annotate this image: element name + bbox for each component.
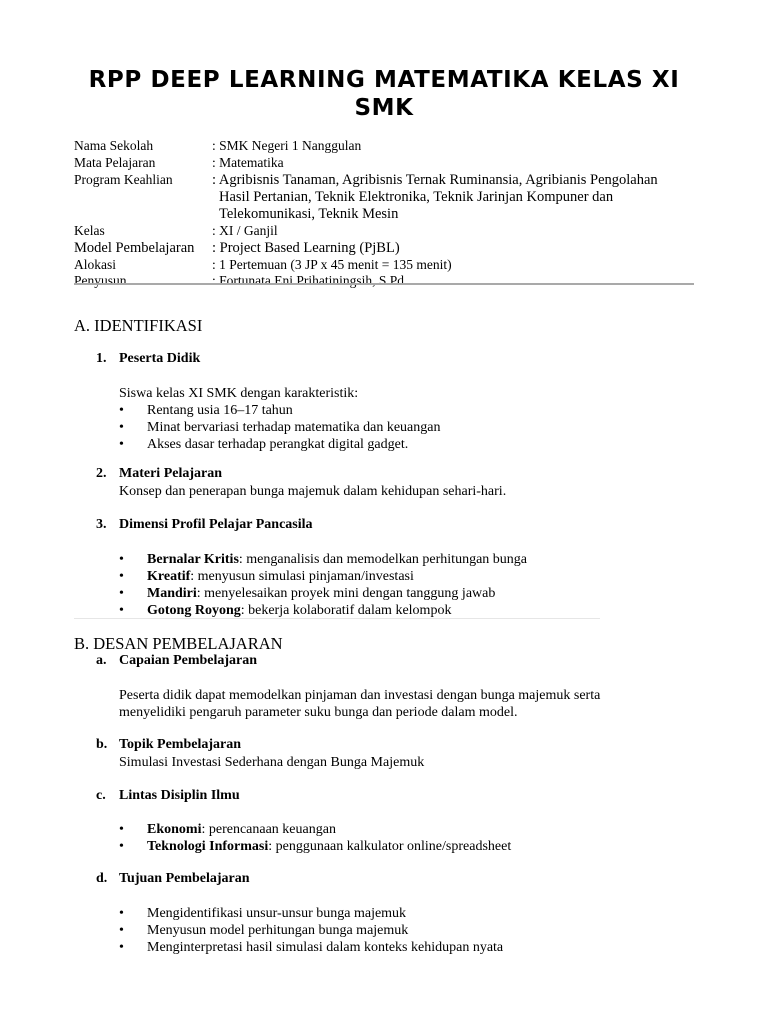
subsection-number: b. — [96, 737, 108, 752]
subsection-number: d. — [96, 871, 108, 886]
list-item-text: : perencanaan keuangan — [201, 822, 336, 837]
list-item-term: Gotong Royong — [147, 603, 241, 618]
list-item — [119, 568, 527, 585]
list-item — [119, 585, 527, 602]
bullet-icon: • — [119, 839, 124, 854]
bullet-icon: • — [119, 403, 124, 418]
bullet-icon: • — [119, 420, 124, 435]
info-row-alokasi — [74, 257, 694, 274]
section-b-heading: B. DESAN PEMBELAJARAN — [74, 634, 283, 653]
list-item-text: : penggunaan kalkulator online/spreadsheet — [268, 839, 512, 854]
info-value: : Project Based Learning (PjBL) — [212, 239, 400, 256]
list-item-term: Ekonomi — [147, 822, 202, 837]
info-label: Model Pembelajaran — [74, 239, 195, 256]
info-value: : Agribisnis Tanaman, Agribisnis Ternak Ruminansia, Agribianis Pengolahan — [212, 172, 658, 188]
bullet-icon: • — [119, 437, 124, 452]
subsection-tujuan — [96, 871, 250, 887]
info-value: : XI / Ganjil — [212, 223, 278, 238]
subsection-number: 2. — [96, 466, 107, 481]
info-row-penyusun — [74, 273, 694, 290]
section-divider — [74, 618, 600, 619]
list-item-text: Menyusun model perhitungan bunga majemuk — [147, 923, 409, 938]
info-row-nama-sekolah — [74, 138, 694, 155]
subsection-title: Peserta Didik — [119, 351, 201, 366]
info-row-program-keahlian — [74, 171, 694, 223]
list-item-text: Rentang usia 16–17 tahun — [147, 403, 293, 418]
subsection-dimensi-profil — [96, 517, 313, 533]
bullet-icon: • — [119, 906, 124, 921]
list-item-text: Menginterpretasi hasil simulasi dalam konteks kehidupan nyata — [147, 940, 504, 955]
list-item-text: : menganalisis dan memodelkan perhitungan bunga — [238, 552, 527, 567]
dimensi-bullet-list — [119, 551, 527, 619]
subsection-materi-pelajaran — [96, 466, 222, 482]
document-title: RPP DEEP LEARNING MATEMATIKA KELAS XI SMK — [88, 67, 680, 121]
peserta-bullet-list — [119, 402, 441, 453]
subsection-lintas-disiplin — [96, 788, 240, 804]
bullet-icon: • — [119, 603, 124, 618]
list-item — [119, 402, 441, 419]
subsection-number: c. — [96, 788, 106, 803]
list-item-text: Mengidentifikasi unsur-unsur bunga majemuk — [147, 906, 407, 921]
info-value: : Matematika — [212, 154, 284, 170]
list-item — [119, 905, 503, 922]
list-item — [119, 922, 503, 939]
info-value-continued: Hasil Pertanian, Teknik Elektronika, Teknik Jarinjan Kompuner dan — [219, 189, 614, 205]
bullet-icon: • — [119, 822, 124, 837]
list-item-term: Kreatif — [147, 569, 191, 584]
info-label: Nama Sekolah — [74, 138, 154, 153]
section-a-heading: A. IDENTIFIKASI — [74, 316, 203, 335]
list-item-text: : menyelesaikan proyek mini dengan tanggung jawab — [196, 586, 496, 601]
subsection-title: Dimensi Profil Pelajar Pancasila — [119, 517, 313, 532]
subsection-title: Materi Pelajaran — [119, 466, 223, 481]
list-item — [119, 551, 527, 568]
subsection-topik — [96, 737, 241, 753]
list-item-term: Teknologi Informasi — [147, 839, 269, 854]
subsection-capaian — [96, 653, 257, 669]
info-block — [74, 138, 694, 290]
info-value-continued: Telekomunikasi, Teknik Mesin — [219, 206, 399, 222]
info-label: Kelas — [74, 223, 105, 238]
bullet-icon: • — [119, 569, 124, 584]
list-item-text: Akses dasar terhadap perangkat digital gadget. — [147, 437, 409, 452]
subsection-title: Topik Pembelajaran — [119, 737, 241, 752]
capaian-text — [119, 687, 600, 721]
list-item — [119, 838, 511, 855]
subsection-number: 1. — [96, 351, 107, 366]
list-item — [119, 602, 527, 619]
bullet-icon: • — [119, 586, 124, 601]
bullet-icon: • — [119, 923, 124, 938]
info-row-mata-pelajaran — [74, 155, 694, 172]
list-item — [119, 939, 503, 956]
materi-text: Konsep dan penerapan bunga majemuk dalam kehidupan sehari-hari. — [119, 484, 507, 499]
topik-text: Simulasi Investasi Sederhana dengan Bunga Majemuk — [119, 755, 425, 770]
info-value-group — [212, 171, 694, 223]
info-label: Alokasi — [74, 256, 116, 272]
info-value: : SMK Negeri 1 Nanggulan — [212, 138, 362, 153]
subsection-peserta-didik — [96, 351, 200, 367]
list-item — [119, 419, 441, 436]
bullet-icon: • — [119, 940, 124, 955]
list-item-text: : bekerja kolaboratif dalam kelompok — [240, 603, 452, 618]
header-divider — [74, 283, 694, 285]
list-item-text: Minat bervariasi terhadap matematika dan keuangan — [147, 420, 441, 435]
subsection-number: 3. — [96, 517, 107, 532]
tujuan-bullet-list — [119, 905, 503, 956]
list-item-term: Mandiri — [147, 586, 197, 601]
peserta-intro: Siswa kelas XI SMK dengan karakteristik: — [119, 386, 359, 401]
list-item — [119, 436, 441, 453]
info-label: Penyusun — [74, 273, 127, 288]
subsection-title: Tujuan Pembelajaran — [119, 871, 250, 886]
subsection-title: Lintas Disiplin Ilmu — [119, 788, 240, 803]
lintas-bullet-list — [119, 821, 511, 855]
paragraph-line: menyelidiki pengaruh parameter suku bunga dan periode dalam model. — [119, 705, 518, 720]
info-row-model-pembelajaran — [74, 240, 694, 257]
list-item — [119, 821, 511, 838]
list-item-text: : menyusun simulasi pinjaman/investasi — [190, 569, 414, 584]
subsection-number: a. — [96, 653, 107, 668]
bullet-icon: • — [119, 552, 124, 567]
info-label: Mata Pelajaran — [74, 154, 156, 170]
paragraph-line: Peserta didik dapat memodelkan pinjaman dan investasi dengan bunga majemuk serta — [119, 688, 601, 703]
list-item-term: Bernalar Kritis — [147, 552, 239, 567]
info-row-kelas — [74, 223, 694, 240]
info-value: : 1 Pertemuan (3 JP x 45 menit = 135 menit) — [212, 256, 452, 272]
subsection-title: Capaian Pembelajaran — [119, 653, 258, 668]
info-label: Program Keahlian — [74, 172, 173, 187]
info-value: : Fortunata Eni Prihatiningsih, S.Pd. — [212, 273, 408, 288]
